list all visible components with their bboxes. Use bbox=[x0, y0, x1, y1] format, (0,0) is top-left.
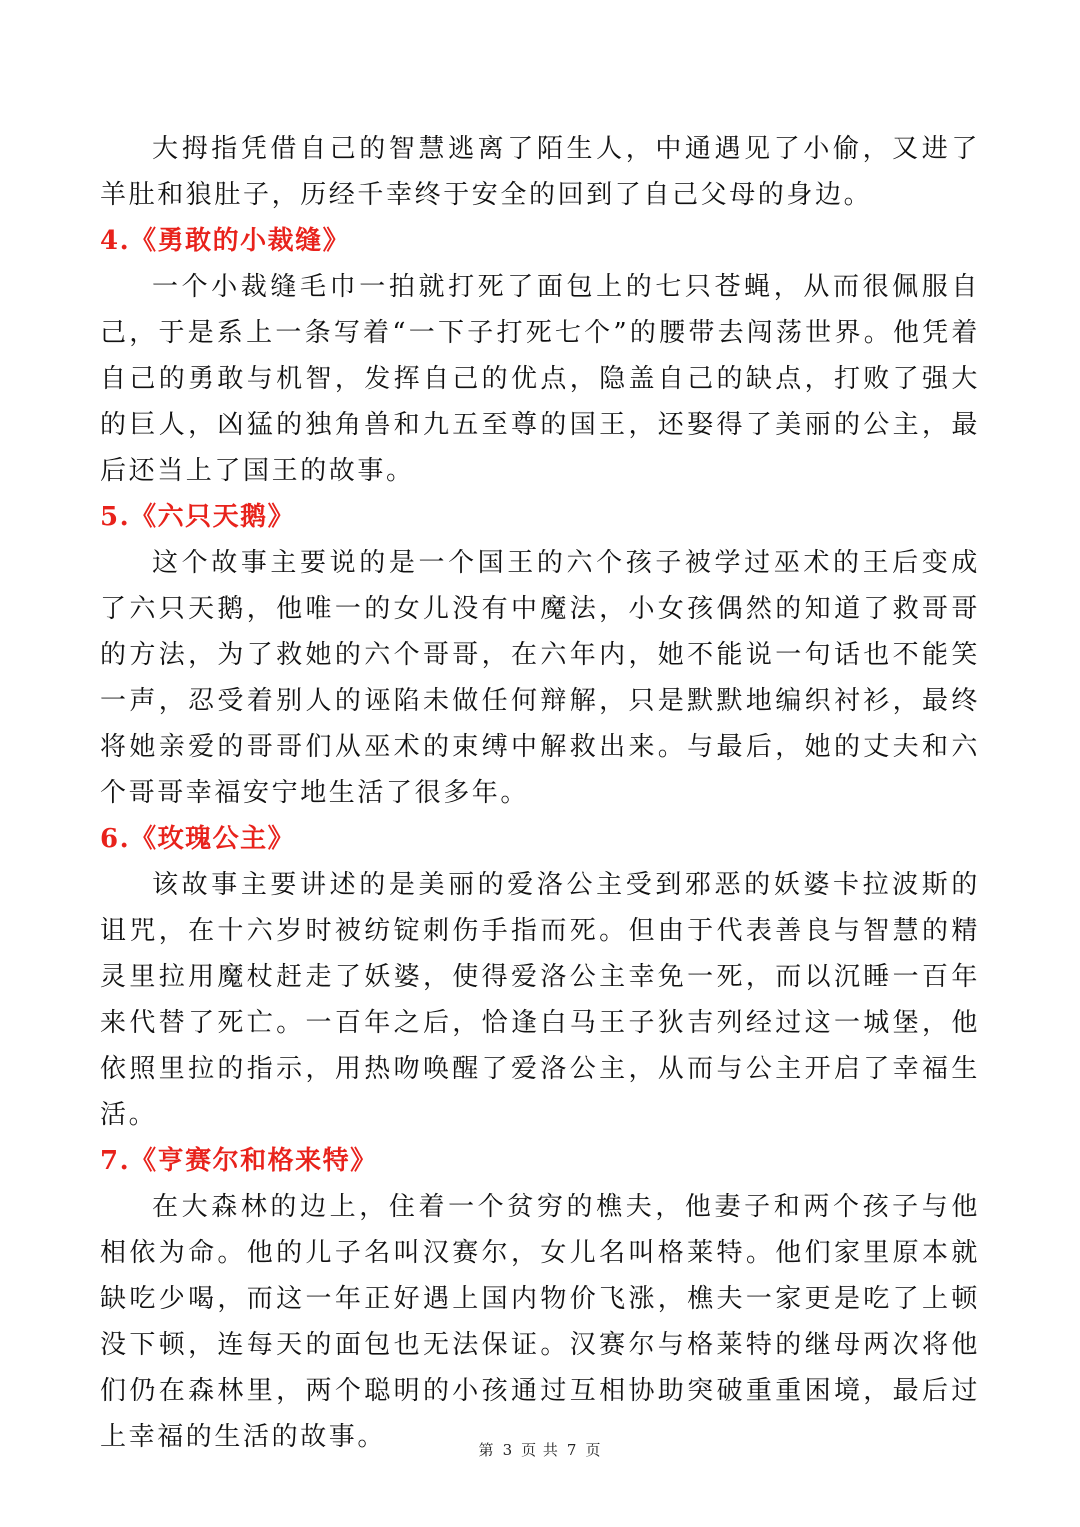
footer-current-page: 3 bbox=[502, 1441, 514, 1459]
section-paragraph-5: 这个故事主要说的是一个国王的六个孩子被学过巫术的王后变成了六只天鹅，他唯一的女儿没有中魔法，小女孩偶然的知道了救哥哥的方法，为了救她的六个哥哥，在六年内，她不能说一句话也不能笑一声，忍受着别人的诬陷未做任何辩解，只是默默地编织衬衫，最终将她亲爱的哥哥们从巫术的束缚中解救出来。与最后，她的丈夫和六个哥哥幸福安宁地生活了很多年。 bbox=[100, 548, 980, 808]
footer-total-pages: 7 bbox=[566, 1441, 578, 1459]
page-footer bbox=[0, 1439, 1080, 1460]
section-paragraph-4: 一个小裁缝毛巾一拍就打死了面包上的七只苍蝇，从而很佩服自己，于是系上一条写着“一下子打死七个”的腰带去闯荡世界。他凭着自己的勇敢与机智，发挥自己的优点，隐盖自己的缺点，打败了强大的巨人，凶猛的独角兽和九五至尊的国王，还娶得了美丽的公主，最后还当上了国王的故事。 bbox=[100, 272, 980, 486]
footer-suffix: 页 bbox=[585, 1441, 602, 1459]
section-heading-6: 6.《玫瑰公主》 bbox=[100, 824, 296, 854]
section-heading-7: 7.《亨赛尔和格来特》 bbox=[100, 1146, 378, 1176]
footer-prefix: 第 bbox=[478, 1441, 495, 1459]
intro-paragraph: 大拇指凭借自己的智慧逃离了陌生人，中通遇见了小偷，又进了羊肚和狼肚子，历经千幸终于安全的回到了自己父母的身边。 bbox=[100, 134, 980, 210]
section-paragraph-7: 在大森林的边上，住着一个贫穷的樵夫，他妻子和两个孩子与他相依为命。他的儿子名叫汉赛尔，女儿名叫格莱特。他们家里原本就缺吃少喝，而这一年正好遇上国内物价飞涨，樵夫一家更是吃了上顿没下顿，连每天的面包也无法保证。汉赛尔与格莱特的继母两次将他们仍在森林里，两个聪明的小孩通过互相协助突破重重困境，最后过上幸福的生活的故事。 bbox=[100, 1192, 980, 1452]
section-heading-5: 5.《六只天鹅》 bbox=[100, 502, 296, 532]
section-paragraph-6: 该故事主要讲述的是美丽的爱洛公主受到邪恶的妖婆卡拉波斯的诅咒，在十六岁时被纺锭刺伤手指而死。但由于代表善良与智慧的精灵里拉用魔杖赶走了妖婆，使得爱洛公主幸免一死，而以沉睡一百年来代替了死亡。一百年之后，恰逢白马王子狄吉列经过这一城堡，他依照里拉的指示，用热吻唤醒了爱洛公主，从而与公主开启了幸福生活。 bbox=[100, 870, 980, 1130]
page-content bbox=[100, 126, 980, 1460]
section-heading-4: 4.《勇敢的小裁缝》 bbox=[100, 226, 351, 256]
footer-middle: 页 共 bbox=[521, 1441, 559, 1459]
